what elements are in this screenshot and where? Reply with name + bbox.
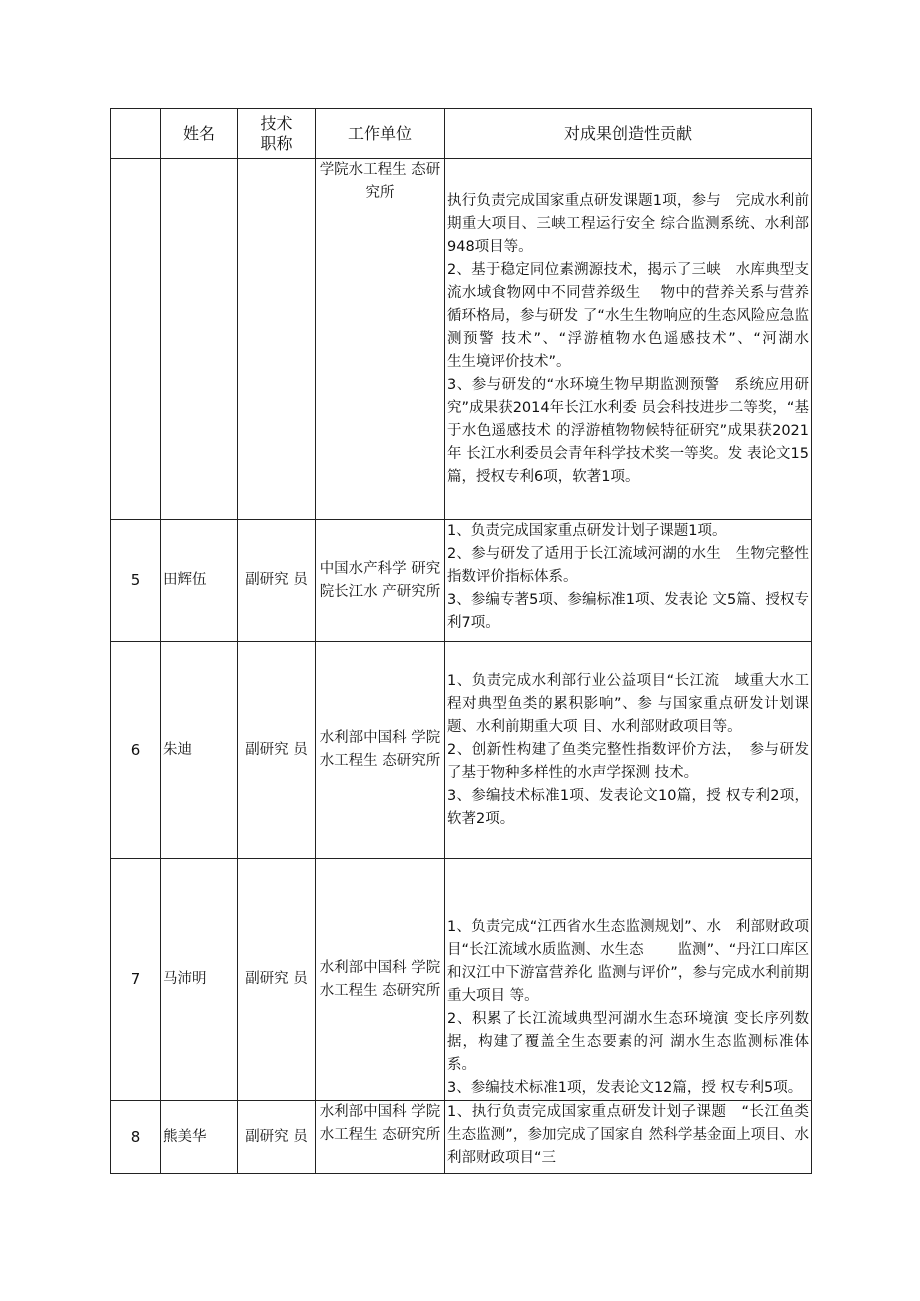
row-title: 副研究 员	[238, 859, 316, 1101]
contribution-item: 3、参编技术标准1项、发表论文10篇，授 权专利2项，软著2项。	[447, 787, 809, 827]
row-name: 熊美华	[161, 1101, 238, 1174]
personnel-table	[110, 108, 843, 1174]
header-unit: 工作单位	[316, 109, 445, 159]
row-contribution	[445, 159, 843, 520]
row-unit: 水利部中国科 学院水工程生 态研究所	[316, 642, 445, 859]
row-unit: 水利部中国科 学院水工程生 态研究所	[316, 859, 445, 1101]
row-name: 朱迪	[161, 642, 238, 859]
header-name: 姓名	[161, 109, 238, 159]
row-title: 副研究 员	[238, 642, 316, 859]
row-name	[161, 159, 238, 520]
contribution-item: 3、参与研发的“水环境生物早期监测预警 系统应用研究”成果获2014年长江水利委 员会科技进步二等奖，“基于水色遥感技术 的浮游植物物候特征研究”成果获2021年 长江水利委员会青年科学技术奖一等奖。发 表论文15篇，授权专利6项，软著1项。	[447, 376, 809, 485]
row-contribution	[445, 1101, 812, 1174]
row-title	[238, 159, 316, 520]
contribution-item: 1、执行负责完成国家重点研发计划子课题 “长江鱼类生态监测”，参加完成了国家自 然科学基金面上项目、水利部财政项目“三	[447, 1104, 809, 1166]
table-row	[111, 159, 812, 520]
table-row	[111, 642, 812, 859]
row-no: 8	[111, 1101, 161, 1174]
contribution-item: 3、参编专著5项、参编标准1项、发表论 文5篇、授权专利7项。	[447, 592, 809, 631]
row-contribution	[445, 520, 812, 642]
row-name: 马沛明	[161, 859, 238, 1101]
header-no	[111, 109, 161, 159]
row-title: 副研究 员	[238, 520, 316, 642]
contribution-item: 1、负责完成“江西省水生态监测规划”、水 利部财政项目“长江流域水质监测、水生态 监测”、“丹江口库区和汉江中下游富营养化 监测与评价”，参与完成水利前期重大项目 等。	[447, 919, 809, 1004]
header-title	[238, 109, 316, 159]
contribution-item: 1、负责完成国家重点研发计划子课题1项。	[447, 523, 727, 539]
contribution-item: 2、参与研发了适用于长江流域河湖的水生 生物完整性指数评价指标体系。	[447, 546, 809, 585]
row-contribution	[445, 642, 812, 859]
header-title-line1: 技术	[260, 113, 293, 133]
table-row	[111, 520, 812, 642]
row-title: 副研究 员	[238, 1101, 316, 1174]
row-unit: 中国水产科学 研究院长江水 产研究所	[316, 520, 445, 642]
header-title-line2: 职称	[260, 133, 293, 153]
contribution-item: 执行负责完成国家重点研发课题1项，参与 完成水利前期重大项目、三峡工程运行安全 综合监测系统、水利部948项目等。	[447, 192, 809, 255]
contribution-item: 3、参编技术标准1项，发表论文12篇，授 权专利5项。	[447, 1080, 803, 1096]
row-no: 7	[111, 859, 161, 1101]
row-no: 5	[111, 520, 161, 642]
row-unit: 水利部中国科 学院水工程生 态研究所	[316, 1101, 445, 1174]
row-no: 6	[111, 642, 161, 859]
contribution-item: 1、负责完成水利部行业公益项目“长江流 域重大水工程对典型鱼类的累积影响”、参 与国家重点研发计划课题、水利前期重大项 目、水利部财政项目等。	[447, 672, 809, 735]
table-row	[111, 859, 812, 1101]
contribution-item: 2、创新性构建了鱼类完整性指数评价方法， 参与研发了基于物种多样性的水声学探测 技术。	[447, 741, 809, 781]
table-header-row	[111, 109, 812, 159]
row-name: 田辉伍	[161, 520, 238, 642]
table-row	[111, 1101, 812, 1174]
header-contribution: 对成果创造性贡献	[445, 109, 812, 159]
contribution-item: 2、基于稳定同位素溯源技术，揭示了三峡 水库典型支流水域食物网中不同营养级生 物中的营养关系与营养循环格局，参与研发 了“水生生物响应的生态风险应急监测预警 技术”、“浮游植物水色遥感技术”、“河湖水 生生境评价技术”。	[447, 261, 843, 370]
row-contribution	[445, 859, 812, 1101]
row-unit: 学院水工程生 态研究所	[316, 159, 445, 520]
row-no	[111, 159, 161, 520]
contribution-item: 2、积累了长江流域典型河湖水生态环境演 变长序列数据，构建了覆盖全生态要素的河 湖水生态监测标准体系。	[447, 1011, 809, 1073]
